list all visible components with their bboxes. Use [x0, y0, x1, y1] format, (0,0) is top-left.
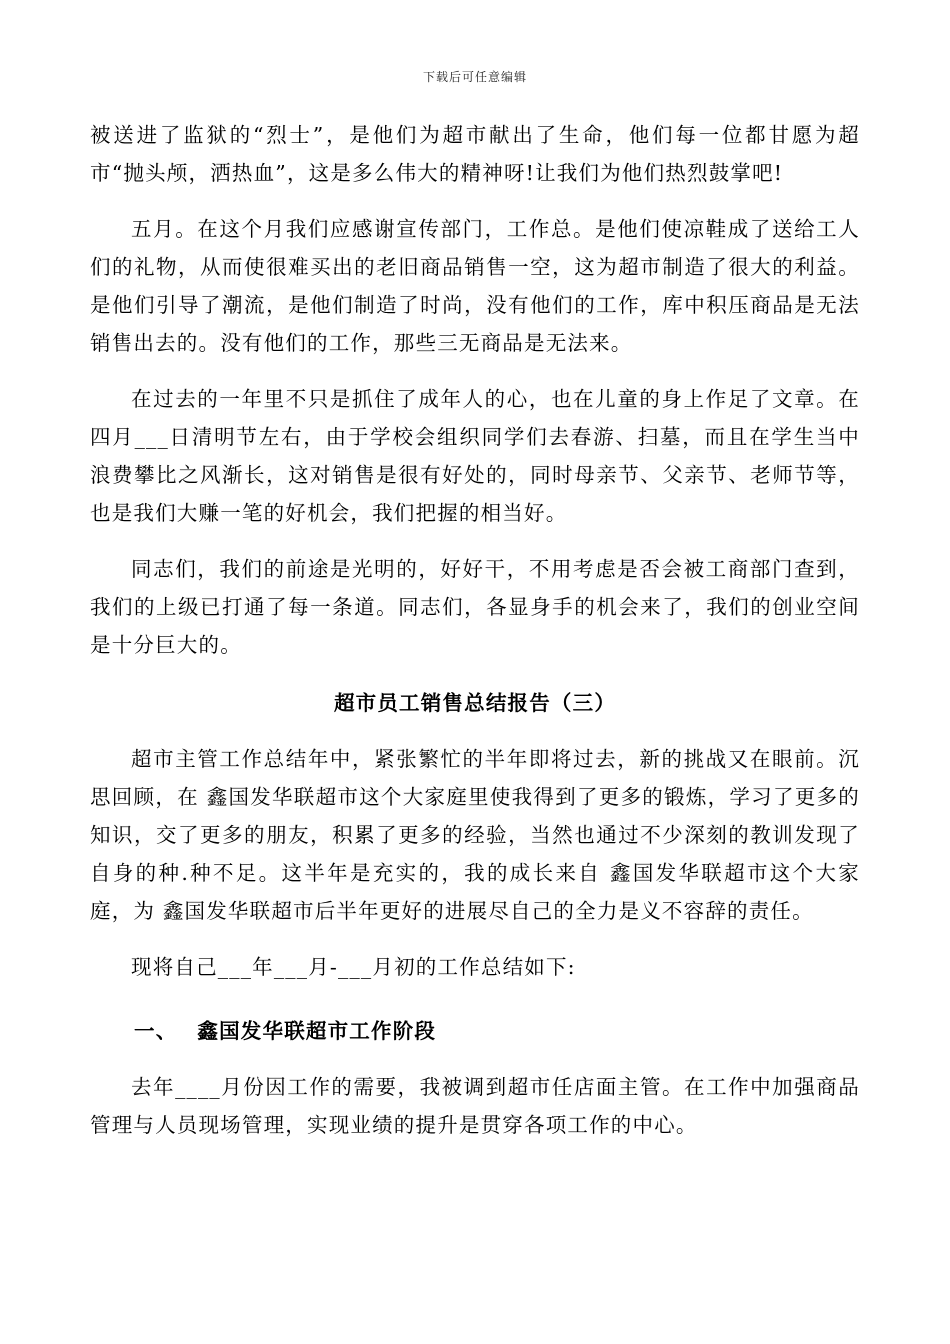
page-header: 下载后可任意编辑: [422, 70, 527, 84]
subsection-number: 一、: [134, 1019, 178, 1043]
subsection-heading: [90, 1012, 860, 1050]
paragraph: 现将自己___年___月-___月初的工作总结如下:: [131, 955, 576, 979]
paragraph: 去年____月份因工作的需要，我被调到超市任店面主管。在工作中加强商品管理与人员现场管理，实现业绩的提升是贯穿各项工作的中心。: [90, 1075, 860, 1137]
paragraph: 在过去的一年里不只是抓住了成年人的心，也在儿童的身上作足了文章。在四月___日清明节左右，由于学校会组织同学们去春游、扫墓，而且在学生当中浪费攀比之风渐长，这对销售是很有好处的，同时母亲节、父亲节、老师节等，也是我们大赚一笔的好机会，我们把握的相当好。: [90, 387, 860, 525]
paragraph: 超市主管工作总结年中，紧张繁忙的半年即将过去，新的挑战又在眼前。沉思回顾，在 鑫国发华联超市这个大家庭里使我得到了更多的锻炼，学习了更多的知识，交了更多的朋友，积累了更多的经验，当然也通过不少深刻的教训发现了自身的种.种不足。这半年是充实的，我的成长来自 鑫国发华联超市这个大家庭，为 鑫国发华联超市后半年更好的进展尽自己的全力是义不容辞的责任。: [90, 747, 860, 923]
paragraph: 被送进了监狱的“烈士”，是他们为超市献出了生命，他们每一位都甘愿为超市“抛头颅，洒热血”，这是多么伟大的精神呀!让我们为他们热烈鼓掌吧!: [90, 123, 860, 185]
section-heading: 超市员工销售总结报告（三）: [333, 691, 617, 715]
document-body: [90, 116, 860, 1144]
paragraph: 五月。在这个月我们应感谢宣传部门，工作总。是他们使凉鞋成了送给工人们的礼物，从而使很难买出的老旧商品销售一空，这为超市制造了很大的利益。是他们引导了潮流，是他们制造了时尚，没有他们的工作，库中积压商品是无法销售出去的。没有他们的工作，那些三无商品是无法来。: [90, 217, 860, 355]
paragraph: 同志们，我们的前途是光明的，好好干，不用考虑是否会被工商部门查到，我们的上级已打通了每一条道。同志们，各显身手的机会来了，我们的创业空间是十分巨大的。: [90, 557, 860, 657]
subsection-title: 鑫国发华联超市工作阶段: [197, 1019, 437, 1043]
